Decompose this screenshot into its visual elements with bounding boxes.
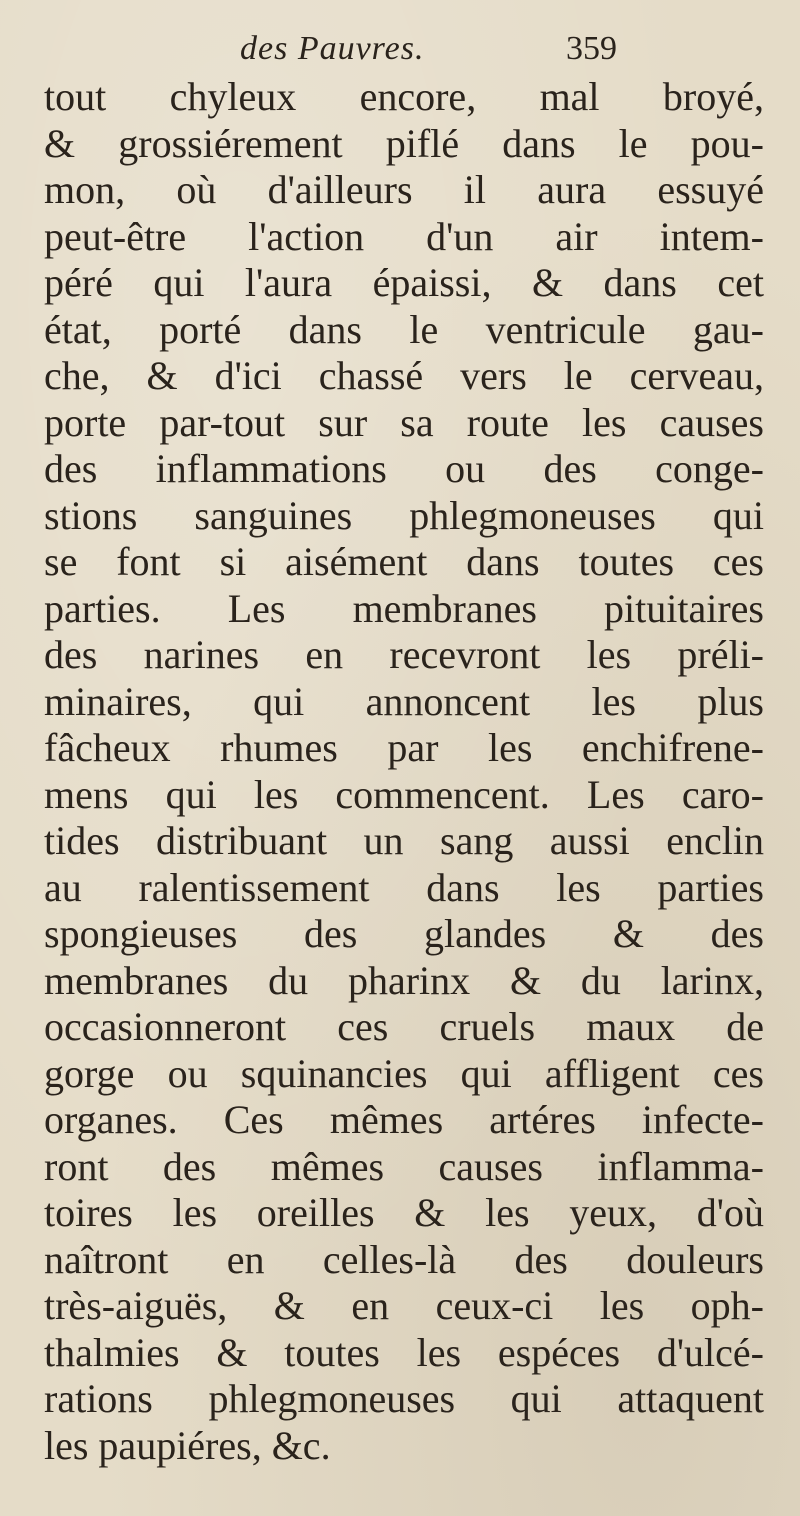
text-line: minaires, qui annoncent les plus — [44, 678, 764, 724]
text-line: mon, où d'ailleurs il aura essuyé — [44, 167, 764, 212]
text-line: toires les oreilles & les yeux, d'où — [44, 1190, 764, 1235]
page-header — [0, 30, 800, 70]
text-line: gorge ou squinancies qui affligent ces — [44, 1050, 764, 1096]
text-line: occasionneront ces cruels maux de — [44, 1004, 764, 1049]
text-line: membranes du pharinx & du larinx, — [44, 957, 764, 1003]
text-line: peut-être l'action d'un air intem- — [44, 213, 764, 259]
text-line: les paupiéres, &c. — [44, 1422, 331, 1468]
text-line: péré qui l'aura épaissi, & dans cet — [44, 260, 764, 305]
text-line: tout chyleux encore, mal broyé, — [44, 74, 764, 119]
text-line: stions sanguines phlegmoneuses qui — [44, 492, 764, 538]
text-line: spongieuses des glandes & des — [44, 911, 764, 956]
text-line: état, porté dans le ventricule gau- — [44, 306, 764, 352]
text-line: très-aiguës, & en ceux-ci les oph- — [44, 1283, 764, 1328]
text-line: rations phlegmoneuses qui attaquent — [44, 1376, 764, 1421]
text-line: mens qui les commencent. Les caro- — [44, 771, 764, 817]
text-line: fâcheux rhumes par les enchifrene- — [44, 725, 764, 770]
text-line: porte par-tout sur sa route les causes — [44, 399, 764, 445]
text-line: & grossiérement piflé dans le pou- — [44, 120, 764, 166]
text-line: tides distribuant un sang aussi enclin — [44, 818, 764, 863]
text-line: ront des mêmes causes inflamma- — [44, 1143, 764, 1189]
text-line: des inflammations ou des conge- — [44, 446, 764, 491]
text-line: se font si aisément dans toutes ces — [44, 539, 764, 584]
text-line: naîtront en celles-là des douleurs — [44, 1236, 764, 1282]
text-line: organes. Ces mêmes artéres infecte- — [44, 1097, 764, 1142]
text-line: parties. Les membranes pituitaires — [44, 585, 764, 631]
text-line: des narines en recevront les préli- — [44, 632, 764, 677]
text-line: thalmies & toutes les espéces d'ulcé- — [44, 1329, 764, 1375]
text-line: che, & d'ici chassé vers le cerveau, — [44, 353, 764, 398]
page-number: 359 — [566, 30, 617, 67]
body-text — [44, 74, 764, 1469]
text-line: au ralentissement dans les parties — [44, 864, 764, 910]
running-title: des Pauvres. — [240, 30, 425, 67]
